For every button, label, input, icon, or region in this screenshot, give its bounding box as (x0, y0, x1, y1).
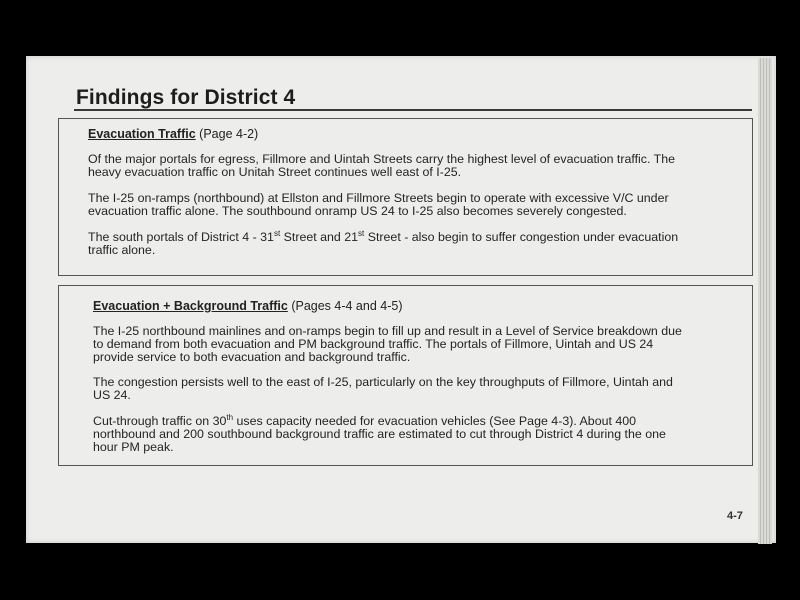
section1-p3-text-c: Street - also begin to suffer congestion under evacuation traffic alone. (88, 230, 679, 257)
section1-heading (88, 127, 258, 141)
page-number: 4-7 (727, 510, 743, 522)
section1-p3-sup-2: st (358, 229, 365, 238)
section2-p3-sup: th (226, 413, 234, 422)
title-divider (74, 109, 752, 111)
section1-p3-text-b: Street and 21 (280, 230, 359, 244)
section2-page-ref: (Pages 4-4 and 4-5) (287, 299, 403, 313)
section1-heading-label: Evacuation Traffic (88, 127, 196, 141)
page-title: Findings for District 4 (76, 86, 296, 109)
page-stack-edge (758, 58, 772, 544)
section1-paragraph-1: Of the major portals for egress, Fillmore and Uintah Streets carry the highest level of evacuation traffic. The heavy evacuation traffic on Unitah Street continues well east of I-25. (88, 152, 675, 179)
section2-heading (93, 299, 403, 313)
section2-paragraph-2: The congestion persists well to the east of I-25, particularly on the key throughputs of Fillmore, Uintah and US 24. (93, 375, 673, 402)
section2-heading-label: Evacuation + Background Traffic (93, 299, 288, 313)
section1-p3-sup-1: st (273, 229, 281, 238)
section2-p3-text-b: uses capacity needed for evacuation vehicles (See Page 4-3). About 400 northbound and 200 southbound background traffic are estimated to cut through District 4 during the one hour PM peak. (93, 414, 666, 454)
section1-paragraph-2: The I-25 on-ramps (northbound) at Ellston and Fillmore Streets begin to operate with excessive V/C under evacuation traffic alone. The southbound onramp US 24 to I-25 also becomes severely congested. (88, 191, 669, 218)
section1-page-ref: (Page 4-2) (195, 127, 259, 141)
section2-p3-text-a: Cut-through traffic on 30 (93, 414, 227, 428)
section2-paragraph-3 (93, 415, 666, 454)
section1-p3-text-a: The south portals of District 4 - 31 (88, 230, 274, 244)
section2-paragraph-1: The I-25 northbound mainlines and on-ramps begin to fill up and result in a Level of Service breakdown due to demand from both evacuation and PM background traffic. The portals of Fillmore, Uintah and US 24 provide service to both evacuation and background traffic. (93, 324, 682, 364)
section1-paragraph-3 (88, 231, 678, 257)
